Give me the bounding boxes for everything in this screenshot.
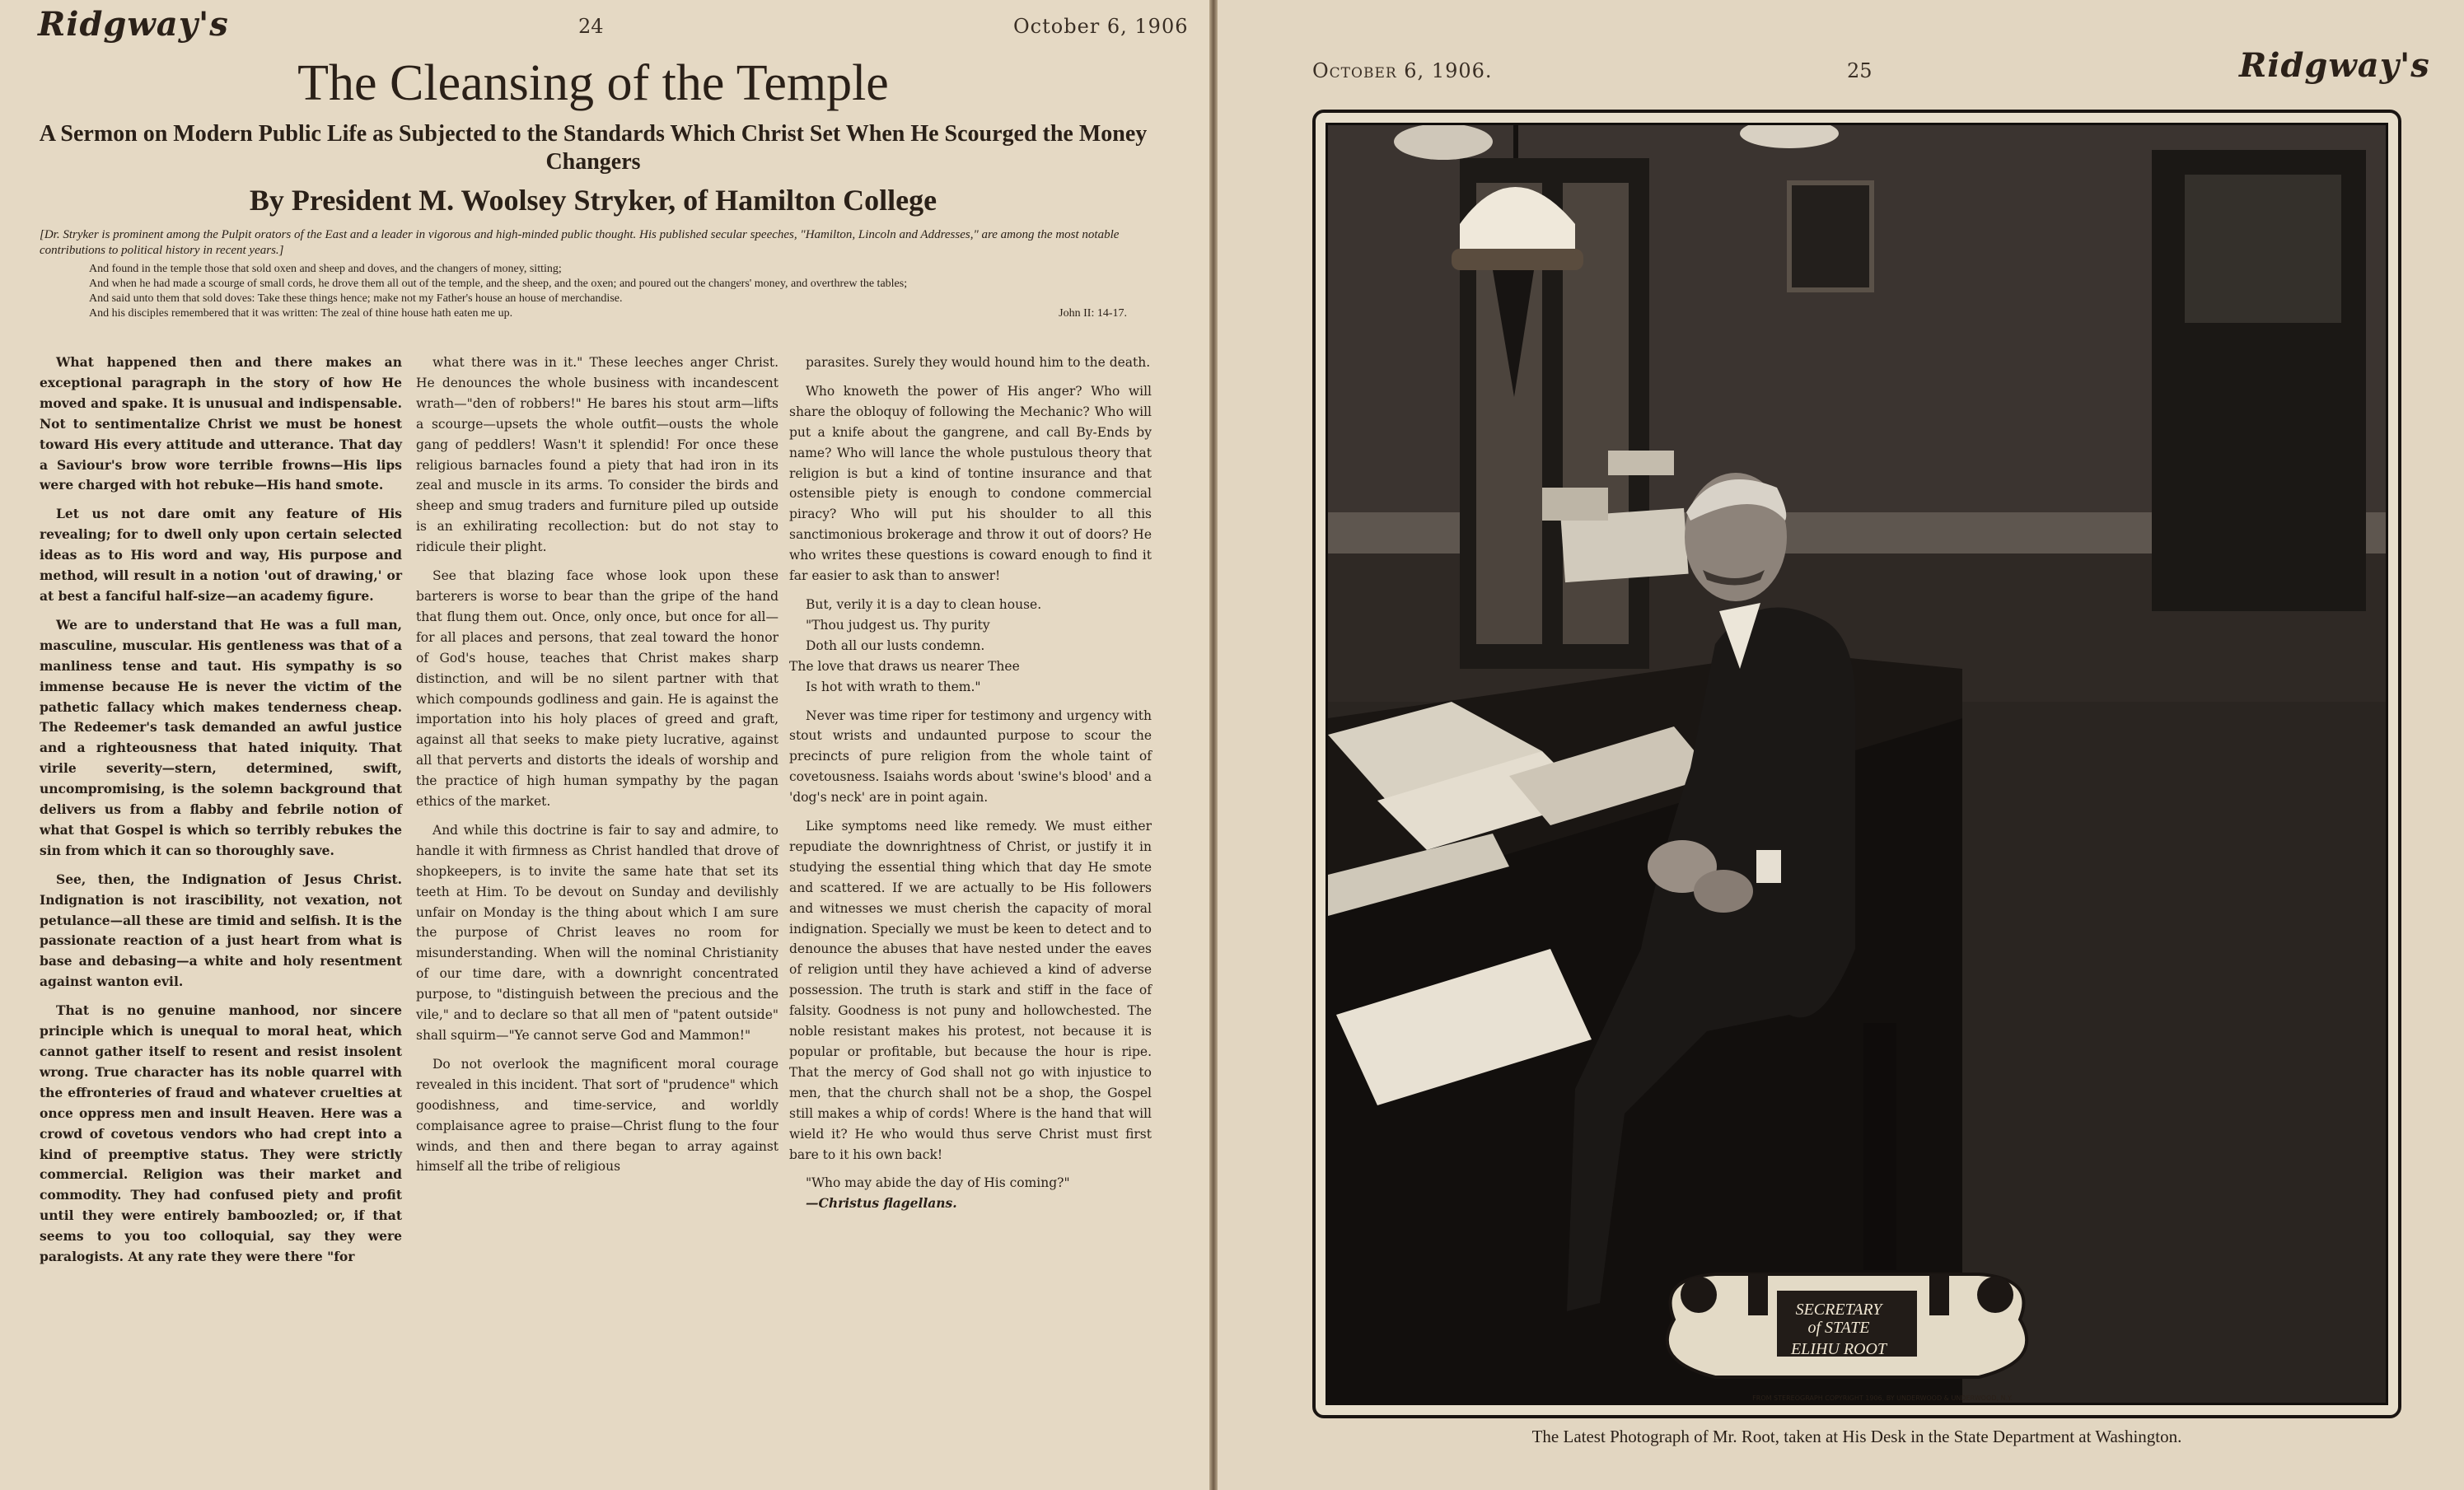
epigraph-line: And when he had made a scourge of small cords, he drove them all out of the temple, and the sheep, and the oxen; and poured out the changers' money, and overthrew the tables; [89,278,908,290]
cartouche-title: SECRETARY of STATE [1795,1301,1882,1337]
paragraph: Do not overlook the magnificent moral courage revealed in this incident. That sort of "prudence" which goodishness, and time-service, and worldly complaisance agree to praise—Christ flung to the four winds, and then and there began to array against himself all the tribe of religious [416,1056,778,1175]
paragraph: We are to understand that He was a full man, masculine, muscular. His gentleness was that of a manliness tense and taut. His sympathy is so immense because He is never the victim of the pathetic fallacy which makes tenderness cheap. The Redeemer's task demanded an awful justice and a righteousness that hated iniquity. That virile severity—stern, determined, swift, uncompromising, is the solemn background that delivers us from a flabby and febrile notion of what that Gospel is which so terribly rebukes the sin from which it can so thoroughly save. [40,616,402,858]
verse-line: The love that draws us nearer Thee [789,658,1020,674]
page-date: October 6, 1906 [1013,15,1189,38]
page-number: 24 [578,15,604,38]
epigraph-line: And said unto them that sold doves: Take these things hence; make not my Father's house an house of merchandise. [89,292,623,305]
article-title: The Cleansing of the Temple [297,55,889,111]
paragraph: Let us not dare omit any feature of His revealing; for to dwell only upon certain selected ideas as to His word and way, His purpose and method, will result in a notion 'out of drawing,' or at best a fanciful half-size—an academy figure. [40,506,402,604]
paragraph: See that blazing face whose look upon these barterers is worse to bear than the gripe of the hand that flung them out. Once, only once, but once for all—for all places and persons, that zeal toward the honor of God's house, teaches that Christ makes sharp distinction, and will be no silent partner with that which compounds godliness and gain. He is against the importation into his holy places of greed and graft, against all that seeks to make piety lucrative, against all that perverts and distorts the ideals of worship and the practice of high human sympathy by the pagan ethics of the market. [416,568,778,810]
page-date: October 6, 1906. [1312,59,1493,82]
article-column-3 [789,353,1152,1222]
masthead-logo: Ridgway's [2239,46,2430,85]
paragraph: But, verily it is a day to clean house. [806,596,1042,612]
paragraph: And while this doctrine is fair to say and admire, to handle it with firmness as Christ handled that drove of shopkeepers, is to invite the same hate that set its teeth at Him. To be devout on Sunday and devilishly unfair on Monday is the thing about which I am sure the purpose of Christ leaves no room for misunderstanding. When will the nominal Christianity of our time dare, with a downright concentrated purpose, to "distinguish between the precious and the vile," and to declare so that all men of "patent outside" shall squirm—"Ye cannot serve God and Mammon!" [416,822,778,1043]
paragraph: parasites. Surely they would hound him to the death. [806,355,1151,370]
epigraph-line: And found in the temple those that sold oxen and sheep and doves, and the changers of money, sitting; [89,263,562,275]
paragraph: what there was in it." These leeches anger Christ. He denounces the whole business with incandescent wrath—"den of robbers!" He bares his stout arm—lifts a scourge—upsets the whole outfit—ousts the whole gang of peddlers! Wasn't it splendid! For once these religious barnacles found a piety that had iron in its zeal and muscle in its arms. To consider the birds and sheep and smug traders and furniture piled up outside is an exhilirating recollection: but do not stay to ridicule their plight. [416,355,778,555]
photograph-frame [1312,110,2401,1418]
article-subtitle: A Sermon on Modern Public Life as Subjected to the Standards Which Christ Set When He Scourged the Money Changers [39,121,1148,175]
paragraph: Never was time riper for testimony and urgency with stout wrists and undaunted purpose to scour the precincts of pure religion from the whole taint of covetousness. Isaiahs words about 'swine's blood' and a 'dog's neck' are in point again. [789,708,1152,806]
paragraph: What happened then and there makes an exceptional paragraph in the story of how He moved and spake. It is unusual and indispensable. Not to sentimentalize Christ we must be honest toward His every attitude and utterance. That day a Saviour's brow wore terrible frowns—His lips were charged with hot rebuke—His hand smote. [40,354,402,493]
verse-line: Doth all our lusts condemn. [806,638,985,653]
cartouche-name: ELIHU ROOT [1790,1340,1887,1358]
paragraph: See, then, the Indignation of Jesus Christ. Indignation is not irascibility, not vexation, not petulance—all these are timid and selfish. It is the passionate reaction of a just heart from what is base and debasing—a white and holy resentment against wanton evil. [40,871,402,990]
paragraph: Like symptoms need like remedy. We must either repudiate the downrightness of Christ, or justify it in studying the essential thing which that day He smote and scattered. If we are actually to be His followers and witnesses we must cherish the capacity of moral indignation. Specially we must be keen to detect and to denounce the abuses that have nested under the eaves of religion until they have achieved a kind of adverse possession. The truth is stark and stiff in the face of falsity. Goodness is not puny and hollowchested. The noble resistant makes his protest, not because it is popular or profitable, but because the hour is ripe. That the mercy of God shall not go with injustice to men, that the church shall not be a shop, the Gospel still makes a whip of cords! Where is the hand that will wield it? He who would thus serve Christ must first bare to it his own back! [789,819,1152,1162]
photo-cartouche [1674,1282,2003,1398]
scripture-reference: John II: 14-17. [1059,307,1127,320]
closing-attribution: —Christus flagellans. [806,1195,957,1212]
epigraph-line: And his disciples remembered that it was written: The zeal of thine house hath eaten me up. [89,307,513,320]
editor-note: [Dr. Stryker is prominent among the Pulpit orators of the East and a leader in vigorous and high-minded public thought. His published secular speeches, "Hamilton, Lincoln and Addresses," are among the most notable contributions to political history in recent years.] [40,228,1120,257]
photo-caption: The Latest Photograph of Mr. Root, taken at His Desk in the State Department at Washington. [1531,1427,2182,1446]
verse-line: "Thou judgest us. Thy purity [806,617,990,633]
paragraph: Who knoweth the power of His anger? Who will share the obloquy of following the Mechanic? Who will put a knife about the gangrene, and call By-Ends by name? Who will lance the whole pustulous theory that religion is but a kind of tontine insurance and that ostensible piety is enough to condone commercial piracy? Who will put his shoulder to all this sanctimonious brokerage and throw it out of doors? He who writes these questions is coward enough to find it far easier to ask than to answer! [789,383,1152,584]
paragraph: "Who may abide the day of His coming?" [806,1175,1070,1191]
photo-copyright: FROM STEREOGRAPH COPYRIGHT 1906, BY UNDERWOOD & UNDERWOOD, N.Y. [1752,1394,2013,1402]
masthead-logo: Ridgway's [38,5,229,44]
photograph-elihu-root [1326,123,2388,1405]
office-scene-illustration [1328,125,2387,1404]
scripture-epigraph [40,262,1143,321]
page-number: 25 [1847,59,1873,82]
verse-line: Is hot with wrath to them." [806,679,981,694]
article-byline: By President M. Woolsey Stryker, of Hamilton College [249,184,937,217]
left-page [0,0,1209,1490]
paragraph: That is no genuine manhood, nor sincere principle which is unequal to moral heat, which cannot gather itself to resent and resist insolent wrong. True character has its noble quarrel with the effronteries of fraud and whatever cruelties at once oppress men and insult Heaven. Here was a crowd of covetous vendors who had crept into a kind of preemptive status. They were strictly commercial. Religion was their market and commodity. They had confused piety and profit until they were entirely bamboozled; or, if that seems to you too colloquial, say they were paralogists. At any rate they were there "for [40,1002,402,1265]
article-column-2 [416,353,778,1185]
book-gutter [1209,0,1218,1490]
article-column-1 [40,353,402,1276]
